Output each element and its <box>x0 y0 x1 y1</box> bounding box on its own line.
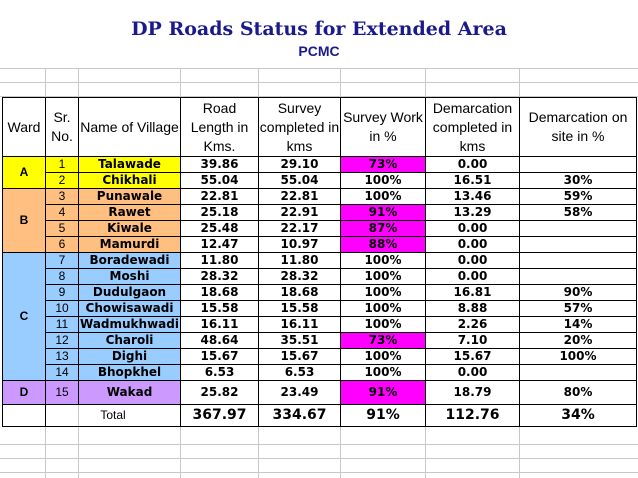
village-cell: Talawade <box>79 157 181 173</box>
page-title: DP Roads Status for Extended Area <box>131 18 507 40</box>
survey-pct-cell: 100% <box>341 189 426 205</box>
survey-km-cell: 23.49 <box>259 381 341 405</box>
sr-cell: 9 <box>46 285 79 301</box>
demarcation-km-cell: 18.79 <box>426 381 520 405</box>
survey-km-cell: 28.32 <box>259 269 341 285</box>
header-road-length: Road Length in Kms. <box>181 98 259 157</box>
survey-km-cell: 29.10 <box>259 157 341 173</box>
village-cell: Kiwale <box>79 221 181 237</box>
sr-cell: 3 <box>46 189 79 205</box>
survey-pct-cell: 100% <box>341 349 426 365</box>
grid-line <box>0 68 638 69</box>
length-cell: 12.47 <box>181 237 259 253</box>
survey-km-cell: 18.68 <box>259 285 341 301</box>
total-demarcation-pct: 34% <box>520 405 637 427</box>
length-cell: 22.81 <box>181 189 259 205</box>
header-demarcation-pct: Demarcation on site in % <box>520 98 637 157</box>
demarcation-km-cell: 16.51 <box>426 173 520 189</box>
village-cell: Punawale <box>79 189 181 205</box>
demarcation-pct-cell: 90% <box>520 285 637 301</box>
sr-cell: 2 <box>46 173 79 189</box>
header-survey-km: Survey completed in kms <box>259 98 341 157</box>
survey-pct-cell: 100% <box>341 365 426 381</box>
village-cell: Wakad <box>79 381 181 405</box>
demarcation-km-cell: 0.00 <box>426 221 520 237</box>
length-cell: 15.58 <box>181 301 259 317</box>
length-cell: 25.82 <box>181 381 259 405</box>
demarcation-km-cell: 0.00 <box>426 269 520 285</box>
sr-cell: 10 <box>46 301 79 317</box>
survey-pct-cell: 73% <box>341 157 426 173</box>
sr-cell: 14 <box>46 365 79 381</box>
table-row <box>3 157 637 173</box>
table-row <box>3 269 637 285</box>
header-row <box>3 98 637 157</box>
length-cell: 18.68 <box>181 285 259 301</box>
length-cell: 25.48 <box>181 221 259 237</box>
demarcation-km-cell: 0.00 <box>426 157 520 173</box>
village-cell: Charoli <box>79 333 181 349</box>
table-row <box>3 365 637 381</box>
header-survey-pct: Survey Work in % <box>341 98 426 157</box>
demarcation-pct-cell <box>520 237 637 253</box>
village-cell: Rawet <box>79 205 181 221</box>
village-cell: Boradewadi <box>79 253 181 269</box>
demarcation-km-cell: 16.81 <box>426 285 520 301</box>
survey-km-cell: 16.11 <box>259 317 341 333</box>
demarcation-pct-cell <box>520 221 637 237</box>
village-cell: Dudulgaon <box>79 285 181 301</box>
village-cell: Mamurdi <box>79 237 181 253</box>
survey-pct-cell: 87% <box>341 221 426 237</box>
sr-cell: 12 <box>46 333 79 349</box>
total-survey-km: 334.67 <box>259 405 341 427</box>
length-cell: 25.18 <box>181 205 259 221</box>
sr-cell: 7 <box>46 253 79 269</box>
survey-km-cell: 22.91 <box>259 205 341 221</box>
header-sr-no: Sr. No. <box>46 98 79 157</box>
table-row <box>3 173 637 189</box>
survey-pct-cell: 73% <box>341 333 426 349</box>
header-demarcation-km: Demarcation completed in kms <box>426 98 520 157</box>
grid-line <box>0 458 638 459</box>
sr-cell: 11 <box>46 317 79 333</box>
demarcation-km-cell: 2.26 <box>426 317 520 333</box>
demarcation-pct-cell <box>520 269 637 285</box>
survey-km-cell: 35.51 <box>259 333 341 349</box>
grid-line <box>0 472 638 473</box>
survey-pct-cell: 88% <box>341 237 426 253</box>
demarcation-km-cell: 8.88 <box>426 301 520 317</box>
total-row <box>3 405 637 427</box>
survey-pct-cell: 100% <box>341 173 426 189</box>
demarcation-pct-cell: 14% <box>520 317 637 333</box>
survey-km-cell: 15.67 <box>259 349 341 365</box>
survey-pct-cell: 100% <box>341 253 426 269</box>
survey-km-cell: 22.81 <box>259 189 341 205</box>
header-ward: Ward <box>3 98 46 157</box>
roads-status-table <box>2 97 637 427</box>
total-demarcation-km: 112.76 <box>426 405 520 427</box>
sr-cell: 13 <box>46 349 79 365</box>
survey-pct-cell: 100% <box>341 317 426 333</box>
survey-km-cell: 11.80 <box>259 253 341 269</box>
sr-cell: 8 <box>46 269 79 285</box>
village-cell: Chowisawadi <box>79 301 181 317</box>
demarcation-km-cell: 7.10 <box>426 333 520 349</box>
length-cell: 16.11 <box>181 317 259 333</box>
sr-cell: 4 <box>46 205 79 221</box>
total-length: 367.97 <box>181 405 259 427</box>
length-cell: 55.04 <box>181 173 259 189</box>
survey-pct-cell: 100% <box>341 301 426 317</box>
survey-pct-cell: 91% <box>341 205 426 221</box>
village-cell: Dighi <box>79 349 181 365</box>
ward-cell-c: C <box>3 253 46 381</box>
demarcation-km-cell: 0.00 <box>426 253 520 269</box>
grid-line <box>0 82 638 83</box>
survey-pct-cell: 100% <box>341 269 426 285</box>
village-cell: Bhopkhel <box>79 365 181 381</box>
demarcation-km-cell: 13.29 <box>426 205 520 221</box>
table-row <box>3 221 637 237</box>
demarcation-pct-cell: 58% <box>520 205 637 221</box>
table-row <box>3 333 637 349</box>
demarcation-pct-cell: 20% <box>520 333 637 349</box>
table-row <box>3 381 637 405</box>
table-row <box>3 285 637 301</box>
length-cell: 28.32 <box>181 269 259 285</box>
survey-pct-cell: 91% <box>341 381 426 405</box>
demarcation-pct-cell <box>520 365 637 381</box>
demarcation-pct-cell: 57% <box>520 301 637 317</box>
demarcation-pct-cell: 30% <box>520 173 637 189</box>
length-cell: 48.64 <box>181 333 259 349</box>
demarcation-km-cell: 15.67 <box>426 349 520 365</box>
table-row <box>3 189 637 205</box>
sr-cell: 5 <box>46 221 79 237</box>
ward-cell-a: A <box>3 157 46 189</box>
total-label: Total <box>46 405 181 427</box>
table-row <box>3 301 637 317</box>
length-cell: 39.86 <box>181 157 259 173</box>
survey-km-cell: 15.58 <box>259 301 341 317</box>
survey-km-cell: 10.97 <box>259 237 341 253</box>
village-cell: Wadmukhwadi <box>80 317 179 331</box>
demarcation-km-cell: 0.00 <box>426 365 520 381</box>
sr-cell: 15 <box>46 381 79 405</box>
village-cell: Moshi <box>79 269 181 285</box>
demarcation-pct-cell: 59% <box>520 189 637 205</box>
demarcation-pct-cell: 80% <box>520 381 637 405</box>
ward-cell-d: D <box>3 381 46 405</box>
header-village: Name of Village <box>79 98 181 157</box>
survey-km-cell: 6.53 <box>259 365 341 381</box>
page-subtitle: PCMC <box>298 43 340 59</box>
total-empty-cell <box>3 405 46 427</box>
sr-cell: 6 <box>46 237 79 253</box>
length-cell: 11.80 <box>181 253 259 269</box>
length-cell: 6.53 <box>181 365 259 381</box>
survey-pct-cell: 100% <box>341 285 426 301</box>
ward-cell-b: B <box>3 189 46 253</box>
table-row <box>3 253 637 269</box>
survey-km-cell: 22.17 <box>259 221 341 237</box>
demarcation-km-cell: 13.46 <box>426 189 520 205</box>
demarcation-pct-cell: 100% <box>520 349 637 365</box>
survey-km-cell: 55.04 <box>259 173 341 189</box>
length-cell: 15.67 <box>181 349 259 365</box>
table-row <box>3 237 637 253</box>
village-cell: Chikhali <box>79 173 181 189</box>
demarcation-pct-cell <box>520 157 637 173</box>
table-row <box>3 205 637 221</box>
table-row <box>3 349 637 365</box>
demarcation-pct-cell <box>520 253 637 269</box>
demarcation-km-cell: 0.00 <box>426 237 520 253</box>
table-row <box>3 317 637 333</box>
grid-line <box>0 444 638 445</box>
total-survey-pct: 91% <box>341 405 426 427</box>
sr-cell: 1 <box>46 157 79 173</box>
